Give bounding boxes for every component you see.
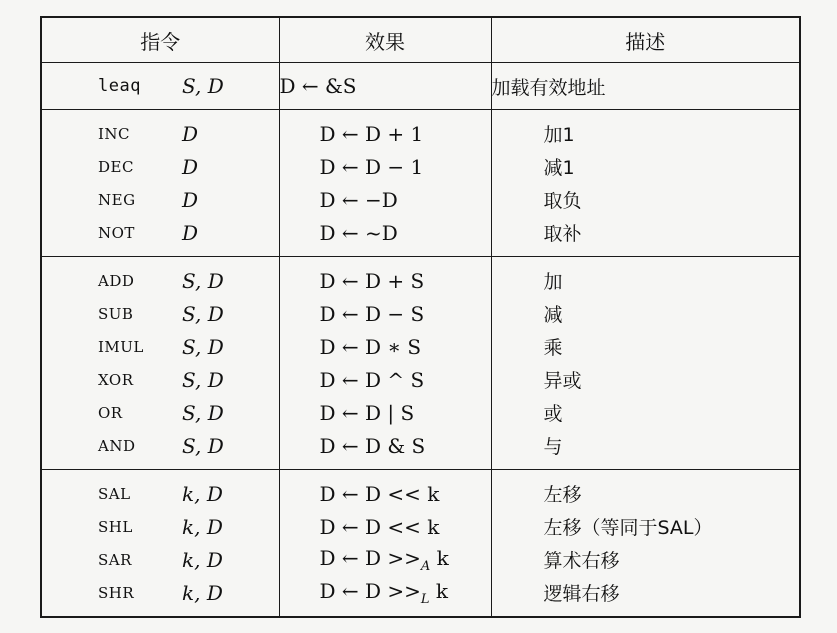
operands: k, D bbox=[182, 547, 223, 572]
instruction-cell bbox=[41, 110, 279, 151]
instruction-cell bbox=[41, 543, 279, 576]
effect-tail: k bbox=[429, 578, 449, 603]
instruction-cell bbox=[41, 330, 279, 363]
effect: D ← D & S bbox=[279, 429, 491, 470]
operands: D bbox=[182, 187, 199, 212]
table-row bbox=[41, 363, 800, 396]
instruction-cell bbox=[41, 429, 279, 470]
mnemonic: INC bbox=[98, 124, 131, 143]
instruction-cell bbox=[41, 150, 279, 183]
header-description: 描述 bbox=[491, 17, 800, 63]
table-row bbox=[41, 510, 800, 543]
mnemonic: SHR bbox=[98, 583, 135, 602]
table-row bbox=[41, 576, 800, 617]
description: 加载有效地址 bbox=[491, 63, 800, 110]
description: 或 bbox=[491, 396, 800, 429]
group-unary bbox=[41, 110, 800, 257]
mnemonic: OR bbox=[98, 403, 123, 422]
description: 加1 bbox=[491, 110, 800, 151]
instruction-cell bbox=[41, 363, 279, 396]
effect: D ← D | S bbox=[279, 396, 491, 429]
operands: S, D bbox=[182, 400, 224, 425]
effect: D ← D + S bbox=[279, 257, 491, 298]
mnemonic: NOT bbox=[98, 223, 135, 242]
effect: D ← D << k bbox=[279, 510, 491, 543]
effect: D ← D >> bbox=[319, 545, 421, 570]
table-row bbox=[41, 150, 800, 183]
mnemonic: DEC bbox=[98, 157, 134, 176]
instruction-table bbox=[40, 16, 801, 618]
table-row bbox=[41, 216, 800, 257]
effect-subscript: L bbox=[420, 591, 430, 607]
operands: k, D bbox=[182, 481, 223, 506]
operands: D bbox=[182, 220, 199, 245]
description: 乘 bbox=[491, 330, 800, 363]
instruction-cell bbox=[41, 396, 279, 429]
description: 异或 bbox=[491, 363, 800, 396]
effect-cell bbox=[279, 576, 491, 617]
header-instruction: 指令 bbox=[41, 17, 279, 63]
instruction-cell bbox=[41, 257, 279, 298]
effect-cell bbox=[279, 543, 491, 576]
mnemonic: SAR bbox=[98, 550, 132, 569]
effect: D ← −D bbox=[279, 183, 491, 216]
instruction-cell bbox=[41, 576, 279, 617]
effect: D ← ~D bbox=[279, 216, 491, 257]
mnemonic: XOR bbox=[98, 370, 134, 389]
description: 左移（等同于SAL） bbox=[491, 510, 800, 543]
description: 减1 bbox=[491, 150, 800, 183]
group-binary bbox=[41, 257, 800, 470]
instruction-cell bbox=[41, 183, 279, 216]
header-effect: 效果 bbox=[279, 17, 491, 63]
operands: k, D bbox=[182, 514, 223, 539]
table-row bbox=[41, 110, 800, 151]
table-row bbox=[41, 257, 800, 298]
mnemonic: SUB bbox=[98, 304, 134, 323]
group-shift bbox=[41, 470, 800, 618]
table-row bbox=[41, 183, 800, 216]
table-row bbox=[41, 396, 800, 429]
operands: D bbox=[182, 121, 199, 146]
description: 取负 bbox=[491, 183, 800, 216]
operands: S, D bbox=[182, 334, 224, 359]
table-row bbox=[41, 330, 800, 363]
instruction-cell bbox=[41, 510, 279, 543]
description: 逻辑右移 bbox=[491, 576, 800, 617]
description: 与 bbox=[491, 429, 800, 470]
operands: S, D bbox=[182, 74, 224, 98]
mnemonic: IMUL bbox=[98, 337, 144, 356]
operands: k, D bbox=[182, 580, 223, 605]
effect-subscript: A bbox=[420, 558, 431, 574]
operands: S, D bbox=[182, 268, 224, 293]
description: 减 bbox=[491, 297, 800, 330]
effect: D ← D + 1 bbox=[279, 110, 491, 151]
effect: D ← D ^ S bbox=[279, 363, 491, 396]
operands: D bbox=[182, 154, 199, 179]
effect: D ← D − S bbox=[279, 297, 491, 330]
operands: S, D bbox=[182, 301, 224, 326]
mnemonic: AND bbox=[98, 436, 136, 455]
mnemonic: SHL bbox=[98, 517, 133, 536]
table-row bbox=[41, 429, 800, 470]
table-row bbox=[41, 470, 800, 511]
table-row bbox=[41, 63, 800, 110]
effect-tail: k bbox=[430, 545, 449, 570]
instruction-cell bbox=[41, 63, 279, 110]
description: 加 bbox=[491, 257, 800, 298]
table-row bbox=[41, 543, 800, 576]
group-lea bbox=[41, 63, 800, 110]
mnemonic: leaq bbox=[98, 76, 141, 96]
effect: D ← &S bbox=[279, 63, 491, 110]
mnemonic: ADD bbox=[98, 271, 135, 290]
description: 算术右移 bbox=[491, 543, 800, 576]
effect: D ← D − 1 bbox=[279, 150, 491, 183]
operands: S, D bbox=[182, 433, 224, 458]
mnemonic: NEG bbox=[98, 190, 136, 209]
instruction-cell bbox=[41, 470, 279, 511]
description: 取补 bbox=[491, 216, 800, 257]
header-row bbox=[41, 17, 800, 63]
table-row bbox=[41, 297, 800, 330]
operands: S, D bbox=[182, 367, 224, 392]
mnemonic: SAL bbox=[98, 484, 131, 503]
instruction-cell bbox=[41, 216, 279, 257]
effect: D ← D >> bbox=[319, 578, 421, 603]
effect: D ← D << k bbox=[279, 470, 491, 511]
description: 左移 bbox=[491, 470, 800, 511]
instruction-cell bbox=[41, 297, 279, 330]
effect: D ← D ∗ S bbox=[279, 330, 491, 363]
